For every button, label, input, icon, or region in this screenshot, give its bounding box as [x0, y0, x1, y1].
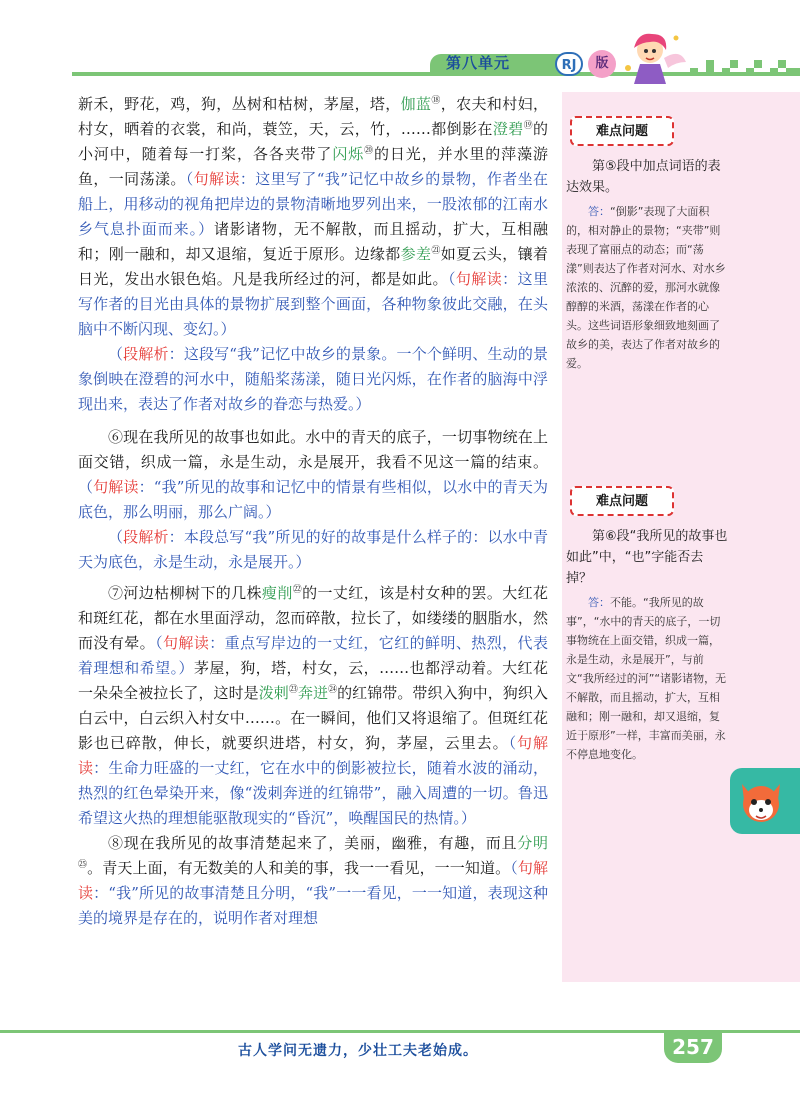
footnote-marker: ⑱ [431, 96, 441, 106]
footnote-marker: ⑳ [364, 146, 375, 156]
sentence-annotation: （句解读：生命力旺盛的一丈红，它在水中的倒影被拉长，随着水波的涌动，热烈的红色晕染开来，像“泼刺奔迸的红锦带”，融入周遭的一切。鲁迅希望这火热的理想能驱散现实的“昏沉”，唤醒国民的热情。） [78, 734, 548, 827]
footnote-marker: ㉕ [78, 860, 88, 870]
glossed-word: 闪烁 [332, 145, 365, 163]
footnote-marker: ㉑ [431, 246, 441, 256]
segment-label: 段解析 [123, 528, 169, 546]
footer-motto: 古人学问无遗力，少壮工夫老始成。 [238, 1043, 478, 1059]
glossed-word: 奔迸 [297, 684, 329, 702]
paragraph-6: ⑥现在我所见的故事也如此。水中的青天的底子，一切事物统在上面交错，织成一篇，永是生动，永是展开，我看不见这一篇的结束。（句解读：“我”所见的故事和记忆中的情景有些相似，以水中的青天为底色，那么明丽，那么广阔。） [78, 428, 548, 521]
footnote-marker: ㉔ [328, 685, 338, 695]
answer-key: 答： [588, 205, 610, 218]
segment-analysis: （段解析：这段写“我”记忆中故乡的景象。一个个鲜明、生动的景象倒映在澄碧的河水中，随船桨荡漾，随日光闪烁，在作者的脑海中浮现出来，表达了作者对故乡的眷恋与热爱。） [78, 345, 548, 413]
paragraph-7: ⑦河边枯柳树下的几株瘦削$^㉒$的一丈红，该是村女种的罢。大红花和斑红花，都在水里面浮动，忽而碎散，拉长了，如缕缕的胭脂水，然而没有晕。（句解读：重点写岸边的一丈红，它红的鲜明、热烈，代表着理想和希望。）茅屋，狗，塔，村女，云，……也都浮动着。大红花一朵朵全被拉长了，这时是泼剌$^㉓$奔迸$^㉔$的红锦带。带织入狗中，狗织入白云中，白云织入村女中……。在一瞬间，他们又将退缩了。但斑红花影也已碎散，伸长，就要织进塔，村女，狗，茅屋，云里去。（句解读：生命力旺盛的一丈红，它在水中的倒影被拉长，随着水波的涌动，热烈的红色晕染开来，像“泼刺奔迸的红锦带”，融入周遭的一切。鲁迅希望这火热的理想能驱散现实的“昏沉”，唤醒国民的热情。） [78, 584, 548, 827]
paragraph-8: ⑧现在我所见的故事清楚起来了，美丽，幽雅，有趣，而且分明$^㉕$。青天上面，有无数美的人和美的事，我一一看见，一一知道。（句解读：“我”所见的故事清楚且分明，“我”一一看见，一一知道，表现这种美的境界是存在的，说明作者对理想 [78, 834, 548, 927]
sentence-annotation: （句解读：“我”所见的故事清楚且分明，“我”一一看见，一一知道，表现这种美的境界是存在的，说明作者对理想 [78, 859, 548, 927]
unit-title: 第八单元 [446, 54, 511, 72]
glossed-word: 参差 [400, 245, 432, 263]
footnote-marker: ⑲ [523, 121, 533, 131]
card-tag: 难点问题 [570, 486, 674, 516]
segment-label: 段解析 [123, 345, 169, 363]
glossed-word: 分明 [517, 834, 548, 852]
card-tag: 难点问题 [570, 116, 674, 146]
card-answer: 答：不能。“我所见的故事”，“水中的青天的底子，一切事物统在上面交错，织成一篇，永是生动，永是展开”，与前文“我所经过的河”“诸影诸物，无不解散，而且摇动，扩大，互相融和；刚一融和，却又退缩，复近于原形”一样，丰富而美丽，永不停息地变化。 [566, 596, 727, 761]
footnote-marker: ㉓ [288, 685, 298, 695]
difficulty-card [566, 116, 728, 373]
sentence-annotation: （句解读：重点写岸边的一丈红，它红的鲜明、热烈，代表着理想和希望。） [78, 634, 548, 677]
annotation-label: 句解读 [93, 478, 139, 496]
glossed-word: 泼剌 [258, 684, 289, 702]
edition-badge: RJ [555, 52, 583, 76]
annotation-label: 句解读 [163, 634, 210, 652]
glossed-word: 伽蓝 [400, 95, 432, 113]
main-text-column [78, 92, 548, 931]
sentence-annotation: （句解读：这里写了“我”记忆中故乡的景物，作者坐在船上，用移动的视角把岸边的景物清晰地罗列出来，一股浓郁的江南水乡气息扑面而来。） [78, 170, 548, 238]
card-answer: 答：“倒影”表现了大面积的，相对静止的景物；“夹带”则表现了富丽点的动态；而“荡漾”则表达了作者对河水、对水乡浓浓的、沉醉的爱，那河水就像醇醇的米酒，荡漾在作者的心头。这些词语形象细致地刻画了故乡的美，表达了作者对故乡的爱。 [566, 205, 726, 370]
paragraph-5: 新禾，野花，鸡，狗，丛树和枯树，茅屋，塔，伽蓝⑱，农夫和村妇，村女，晒着的衣裳，和尚，蓑笠，天，云，竹，……都倒影在澄碧⑲的小河中，随着每一打桨，各各夹带了闪烁⑳的日光，并水里的萍藻游鱼，一同荡漾。（句解读：这里写了“我”记忆中故乡的景物，作者坐在船上，用移动的视角把岸边的景物清晰地罗列出来，一股浓郁的江南水乡气息扑面而来。）诸影诸物，无不解散，而且摇动，扩大，互相融和；刚一融和，却又退缩，复近于原形。边缘都参差$^㉑$如夏云头，镶着日光，发出水银色焰。凡是我所经过的河，都是如此。（句解读：这里写作者的目光由具体的景物扩展到整个画面，各种物象彼此交融，在头脑中不断闪现、变幻。） [78, 95, 548, 338]
segment-analysis: （段解析：本段总写“我”所见的好的故事是什么样子的：以水中青天为底色，永是生动，永是展开。） [78, 528, 548, 571]
answer-key: 答： [588, 596, 610, 609]
annotation-label: 句解读 [78, 859, 548, 902]
footnote-marker: ㉒ [292, 585, 303, 595]
card-question: 第⑥段“我所见的故事也如此”中，“也”字能否去掉？ [566, 529, 728, 586]
glossed-word: 瘦削 [261, 584, 293, 602]
sentence-annotation: （句解读：这里写作者的目光由具体的景物扩展到整个画面，各种物象彼此交融，在头脑中不断闪现、变幻。） [78, 270, 548, 338]
page-number: 257 [664, 1033, 722, 1063]
annotation-label: 句解读 [78, 734, 548, 777]
fairy-mascot-icon [620, 28, 690, 88]
difficulty-card [566, 486, 728, 764]
glossed-word: 澄碧 [492, 120, 524, 138]
sentence-annotation: （句解读：“我”所见的故事和记忆中的情景有些相似，以水中的青天为底色，那么明丽，那么广阔。） [78, 478, 548, 521]
fox-mascot-icon [734, 774, 788, 828]
edition-suffix-badge: 版 [588, 50, 616, 78]
card-question: 第⑤段中加点词语的表达效果。 [566, 159, 721, 195]
checker-decoration [690, 60, 800, 76]
annotation-label: 句解读 [455, 270, 503, 288]
annotation-label: 句解读 [193, 170, 240, 188]
